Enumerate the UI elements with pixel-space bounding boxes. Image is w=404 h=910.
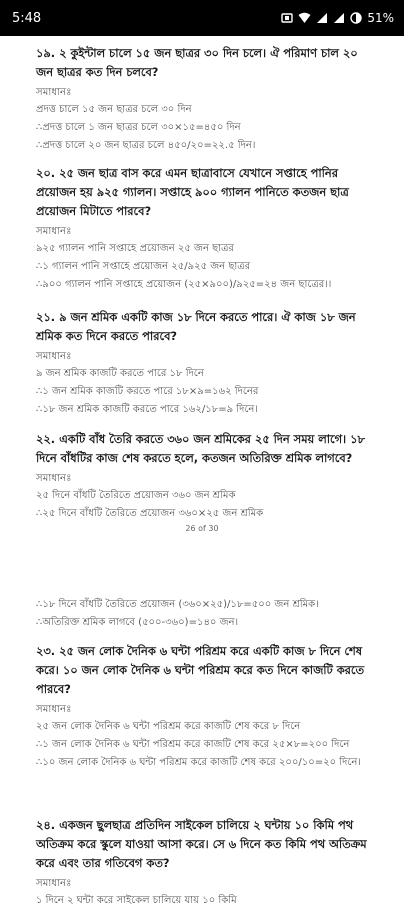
solution-label: সমাধানঃ bbox=[36, 226, 72, 237]
solution-line: ∴১৮ জন শ্রমিক কাজটি করতে পারে ১৬২/১৮=৯ দিনে। bbox=[36, 404, 258, 415]
question-title: ২১. ৯ জন শ্রমিক একটি কাজ ১৮ দিনে করতে পারে। ঐ কাজ ১৮ জন শ্রমিক কত দিনে করতে পারবে? bbox=[36, 310, 356, 343]
question-23 bbox=[36, 642, 376, 772]
solution-line: ∴৯০০ গ্যালন পানি সপ্তাহে প্রয়োজন (২৫×৯০০)/৯২৫=২৪ জন ছাত্রের।। bbox=[36, 279, 332, 290]
solution-line: ২৫ দিনে বাঁধটি তৈরিতে প্রয়োজন ৩৬০ জন শ্রমিক bbox=[36, 490, 236, 501]
status-icons bbox=[281, 11, 394, 25]
question-title: ২৩. ২৫ জন লোক দৈনিক ৬ ঘন্টা পরিশ্রম করে একটি কাজ ৮ দিনে শেষ করে। ১০ জন লোক দৈনিক ৬ ঘন্টা পরিশ্রম করে কত দিনে কাজটি করতে পারবে? bbox=[36, 644, 365, 696]
question-22 bbox=[36, 430, 376, 523]
solution-line: ∴১৮ দিনে বাঁধটি তৈরিতে প্রয়োজন (৩৬০×২৫)/১৮=৫০০ জন শ্রমিক। bbox=[36, 599, 319, 610]
question-24 bbox=[36, 816, 376, 910]
solution-line: ∴অতিরিক্ত শ্রমিক লাগবে (৫০০-৩৬০)=১৪০ জন। bbox=[36, 617, 239, 628]
battery-icon bbox=[350, 12, 362, 24]
solution-line: ১ দিনে ২ ঘন্টা করে সাইকেল চালিয়ে যায় ১০ কিমি bbox=[36, 895, 237, 906]
solution-line: ∴প্রদত্ত চালে ২০ জন ছাত্রর চলে ৪৫০/২০=২২.৫ দিন। bbox=[36, 140, 256, 151]
battery-percent: 51% bbox=[367, 11, 394, 25]
page-number: 26 of 30 bbox=[185, 524, 219, 533]
solution-label: সমাধানঃ bbox=[36, 878, 72, 889]
solution-label: সমাধানঃ bbox=[36, 87, 72, 98]
pdf-page-27 bbox=[0, 576, 404, 906]
signal-icon-2 bbox=[333, 12, 345, 24]
solution-line: ৯ জন শ্রমিক কাজটি করতে পারে ১৮ দিনে bbox=[36, 368, 204, 379]
solution-line: ∴১০ জন লোক দৈনিক ৬ ঘন্টা পরিশ্রম করে কাজটি শেষ করে ২০০/১০=২০ দিনে। bbox=[36, 757, 361, 768]
solution-line: ∴১ গ্যালন পানি সপ্তাহে প্রয়োজন ২৫/৯২৫ জন ছাত্রর bbox=[36, 261, 251, 272]
question-19 bbox=[36, 44, 376, 155]
status-time: 5:48 bbox=[12, 10, 42, 26]
wifi-icon bbox=[298, 12, 311, 24]
solution-line: ∴১ জন লোক দৈনিক ৬ ঘন্টা পরিশ্রম করে কাজটি শেষ করে ২৫×৮=২০০ দিনে bbox=[36, 739, 350, 750]
signal-icon bbox=[316, 12, 328, 24]
solution-label: সমাধানঃ bbox=[36, 473, 72, 484]
question-22-continued bbox=[36, 596, 376, 632]
question-title: ২২. একটি বাঁধ তৈরি করতে ৩৬০ জন শ্রমিকের ২৫ দিন সময় লাগে। ১৮ দিনে বাঁধটির কাজ শেষ করতে হলে, কতজন অতিরিক্ত শ্রমিক লাগবে? bbox=[36, 432, 365, 465]
question-20 bbox=[36, 164, 376, 294]
question-title: ১৯. ২ কুইন্টাল চালে ১৫ জন ছাত্রর ৩০ দিন চলে। ঐ পরিমাণ চাল ২০ জন ছাত্রর কত দিন চলবে? bbox=[36, 46, 358, 79]
solution-line: ৯২৫ গ্যালন পানি সপ্তাহে প্রয়োজন ২৫ জন ছাত্রর bbox=[36, 243, 234, 254]
solution-line: ∴২৫ দিনে বাঁধটি তৈরিতে প্রয়োজন ৩৬০×২৫ জন শ্রমিক bbox=[36, 508, 264, 519]
solution-label: সমাধানঃ bbox=[36, 351, 72, 362]
solution-line: প্রদত্ত চালে ১৫ জন ছাত্রর চলে ৩০ দিন bbox=[36, 104, 192, 115]
solution-line: ২৫ জন লোক দৈনিক ৬ ঘন্টা পরিশ্রম করে কাজটি শেষ করে ৮ দিনে bbox=[36, 721, 301, 732]
solution-label: সমাধানঃ bbox=[36, 704, 72, 715]
pdf-page-26 bbox=[0, 36, 404, 576]
screenshot-icon bbox=[281, 12, 293, 24]
solution-line: ∴১ জন শ্রমিক কাজটি করতে পারে ১৮×৯=১৬২ দিনের bbox=[36, 386, 259, 397]
question-title: ২৪. একজন ছুলছাত্র প্রতিদিন সাইকেল চালিয়ে ২ ঘন্টায় ১০ কিমি পথ অতিক্রম করে স্কুলে যাওয়া আসা করে। সে ৬ দিনে কত কিমি পথ অতিক্রম করে এবং তার গতিবেগ কত? bbox=[36, 818, 367, 870]
question-21 bbox=[36, 308, 376, 419]
question-title: ২০. ২৫ জন ছাত্র বাস করে এমন ছাত্রাবাসে যেখানে সপ্তাহে পানির প্রয়োজন হয় ৯২৫ গ্যালন। সপ্তাহে ৯০০ গ্যালন পানিতে কতজন ছাত্র প্রয়োজন মিটাতে পারবে? bbox=[36, 166, 349, 218]
solution-line: ∴প্রদত্ত চালে ১ জন ছাত্রর চলে ৩০×১৫=৪৫০ দিন bbox=[36, 122, 241, 133]
status-bar bbox=[0, 0, 404, 36]
